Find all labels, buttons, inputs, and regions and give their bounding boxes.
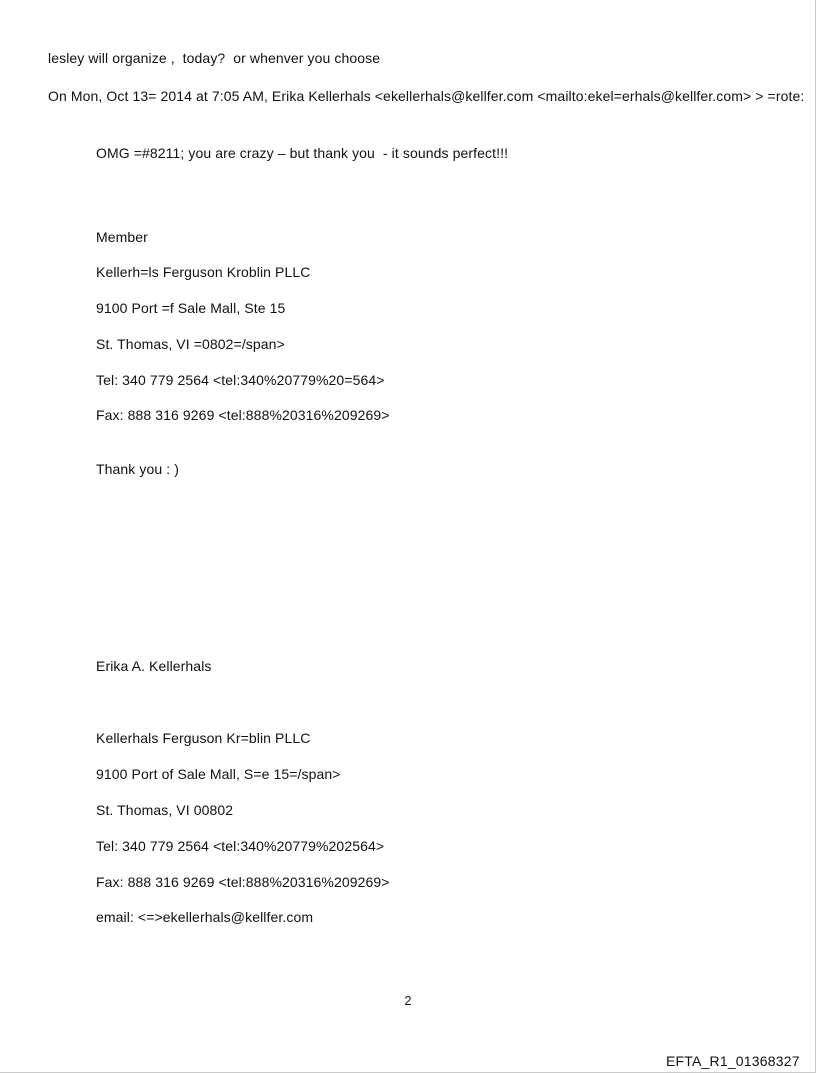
thank-you-line: Thank you : ) (96, 461, 180, 477)
signature2-fax-line: Fax: 888 316 9269 <tel:888%20316%209269> (96, 874, 390, 890)
signature2-name-line: Erika A. Kellerhals (96, 658, 212, 674)
signature-address-line: 9100 Port =f Sale Mall, Ste 15 (96, 300, 286, 316)
signature2-firm-line: Kellerhals Ferguson Kr=blin PLLC (96, 730, 311, 746)
page-number: 2 (404, 994, 412, 1008)
signature-firm-line: Kellerh=ls Ferguson Kroblin PLLC (96, 264, 311, 280)
signature-member-line: Member (96, 229, 148, 245)
signature2-address-line: 9100 Port of Sale Mall, S=e 15=/span> (96, 766, 341, 782)
signature2-tel-line: Tel: 340 779 2564 <tel:340%20779%202564> (96, 838, 385, 854)
signature2-email-line: email: <=>ekellerhals@kellfer.com (96, 909, 314, 925)
signature-city-line: St. Thomas, VI =0802=/span> (96, 336, 285, 352)
email-body-line: OMG =#8211; you are crazy – but thank you - it sounds perfect!!! (96, 145, 509, 161)
signature-fax-line: Fax: 888 316 9269 <tel:888%20316%209269> (96, 407, 390, 423)
signature2-city-line: St. Thomas, VI 00802 (96, 802, 234, 818)
bates-stamp: EFTA_R1_01368327 (666, 1053, 800, 1069)
email-reply-intro-line: lesley will organize , today? or whenver you choose (48, 50, 381, 66)
signature-tel-line: Tel: 340 779 2564 <tel:340%20779%20=564> (96, 372, 385, 388)
email-quote-header-line: On Mon, Oct 13= 2014 at 7:05 AM, Erika Kellerhals <ekellerhals@kellfer.com <mailto:ekel=erhals@kellfer.com> > =rote: (48, 88, 805, 104)
